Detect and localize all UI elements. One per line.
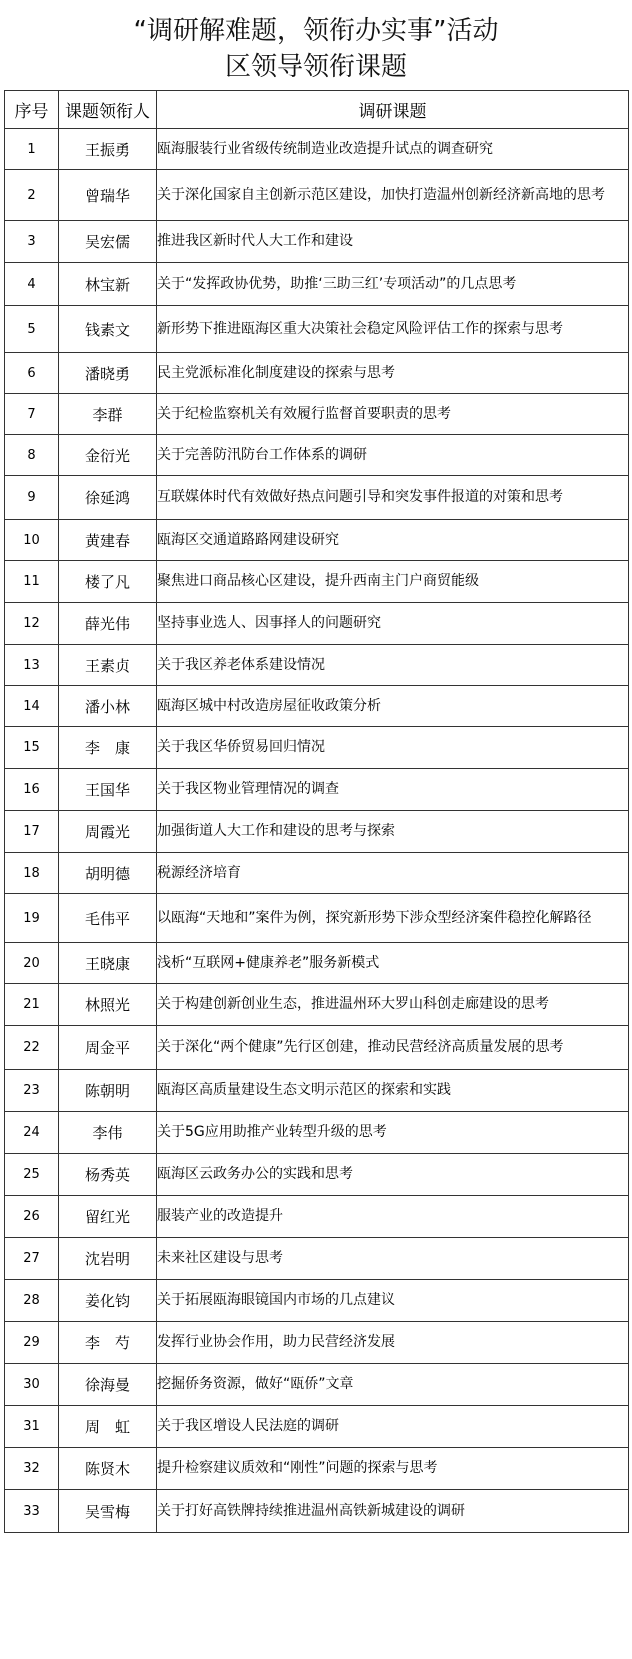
research-topic: 关于纪检监察机关有效履行监督首要职责的思考: [157, 394, 629, 435]
leader-name: 李 康: [59, 727, 157, 769]
research-topic: 服装产业的改造提升: [157, 1196, 629, 1238]
table-row: [5, 1070, 629, 1112]
table-row: [5, 435, 629, 476]
leader-name: 留红光: [59, 1196, 157, 1238]
row-number: 21: [5, 984, 59, 1026]
leader-name: 李伟: [59, 1112, 157, 1154]
research-topic: 瓯海区交通道路路网建设研究: [157, 520, 629, 561]
table-row: [5, 984, 629, 1026]
row-number: 1: [5, 129, 59, 170]
leader-name: 周霞光: [59, 811, 157, 853]
research-topic: 关于“发挥政协优势，助推‘三助三红’专项活动”的几点思考: [157, 263, 629, 306]
row-number: 8: [5, 435, 59, 476]
table-row: [5, 1154, 629, 1196]
leader-name: 李 芍: [59, 1322, 157, 1364]
table-row: [5, 1112, 629, 1154]
research-topic: 关于深化“两个健康”先行区创建，推动民营经济高质量发展的思考: [157, 1026, 629, 1070]
leader-name: 毛伟平: [59, 894, 157, 943]
table-row: [5, 1406, 629, 1448]
page-title: “调研解难题，领衔办实事”活动: [133, 16, 499, 46]
research-topic: 关于我区华侨贸易回归情况: [157, 727, 629, 769]
row-number: 31: [5, 1406, 59, 1448]
table-row: [5, 263, 629, 306]
leader-name: 姜化钧: [59, 1280, 157, 1322]
table-row: [5, 1364, 629, 1406]
research-topic: 坚持事业选人、因事择人的问题研究: [157, 603, 629, 645]
column-header-number: 序号: [5, 91, 59, 129]
research-topic: 挖掘侨务资源，做好“瓯侨”文章: [157, 1364, 629, 1406]
table-row: [5, 476, 629, 520]
leader-name: 钱素文: [59, 306, 157, 353]
research-topic: 未来社区建设与思考: [157, 1238, 629, 1280]
leader-name: 薛光伟: [59, 603, 157, 645]
research-topic: 聚焦进口商品核心区建设，提升西南主门户商贸能级: [157, 561, 629, 603]
row-number: 14: [5, 686, 59, 727]
table-row: [5, 306, 629, 353]
row-number: 29: [5, 1322, 59, 1364]
leader-name: 曾瑞华: [59, 170, 157, 221]
row-number: 20: [5, 943, 59, 984]
research-topic: 关于深化国家自主创新示范区建设，加快打造温州创新经济新高地的思考: [157, 170, 629, 221]
table-row: [5, 170, 629, 221]
leader-name: 李群: [59, 394, 157, 435]
table-row: [5, 129, 629, 170]
leader-name: 林宝新: [59, 263, 157, 306]
leader-name: 沈岩明: [59, 1238, 157, 1280]
leader-name: 王素贞: [59, 645, 157, 686]
row-number: 16: [5, 769, 59, 811]
table-row: [5, 221, 629, 263]
research-topic: 关于拓展瓯海眼镜国内市场的几点建议: [157, 1280, 629, 1322]
table-row: [5, 769, 629, 811]
leader-name: 周 虹: [59, 1406, 157, 1448]
leader-name: 潘小林: [59, 686, 157, 727]
research-topic: 浅析“互联网+健康养老”服务新模式: [157, 943, 629, 984]
row-number: 33: [5, 1490, 59, 1533]
row-number: 15: [5, 727, 59, 769]
table-row: [5, 394, 629, 435]
research-topic: 加强街道人大工作和建设的思考与探索: [157, 811, 629, 853]
table-row: [5, 727, 629, 769]
table-row: [5, 811, 629, 853]
column-header-topic: 调研课题: [157, 91, 629, 129]
table-row: [5, 1238, 629, 1280]
table-row: [5, 1280, 629, 1322]
leader-name: 金衍光: [59, 435, 157, 476]
table-row: [5, 943, 629, 984]
column-header-leader: 课题领衔人: [59, 91, 157, 129]
leader-name: 王振勇: [59, 129, 157, 170]
table-header-row: [5, 91, 629, 129]
research-topic: 瓯海服装行业省级传统制造业改造提升试点的调查研究: [157, 129, 629, 170]
row-number: 13: [5, 645, 59, 686]
research-topic: 瓯海区高质量建设生态文明示范区的探索和实践: [157, 1070, 629, 1112]
row-number: 22: [5, 1026, 59, 1070]
table-row: [5, 1322, 629, 1364]
leader-name: 胡明德: [59, 853, 157, 894]
leader-name: 潘晓勇: [59, 353, 157, 394]
row-number: 25: [5, 1154, 59, 1196]
research-topic: 提升检察建议质效和“刚性”问题的探索与思考: [157, 1448, 629, 1490]
leader-name: 林照光: [59, 984, 157, 1026]
row-number: 18: [5, 853, 59, 894]
research-topic: 新形势下推进瓯海区重大决策社会稳定风险评估工作的探索与思考: [157, 306, 629, 353]
table-row: [5, 1026, 629, 1070]
research-topic: 发挥行业协会作用，助力民营经济发展: [157, 1322, 629, 1364]
row-number: 9: [5, 476, 59, 520]
table-row: [5, 1196, 629, 1238]
row-number: 30: [5, 1364, 59, 1406]
row-number: 5: [5, 306, 59, 353]
research-topic: 推进我区新时代人大工作和建设: [157, 221, 629, 263]
table-row: [5, 853, 629, 894]
research-topic: 关于我区增设人民法庭的调研: [157, 1406, 629, 1448]
topics-table: [4, 90, 629, 1533]
row-number: 27: [5, 1238, 59, 1280]
leader-name: 吴雪梅: [59, 1490, 157, 1533]
row-number: 32: [5, 1448, 59, 1490]
leader-name: 徐海曼: [59, 1364, 157, 1406]
research-topic: 关于完善防汛防台工作体系的调研: [157, 435, 629, 476]
research-topic: 关于打好高铁牌持续推进温州高铁新城建设的调研: [157, 1490, 629, 1533]
table-row: [5, 686, 629, 727]
row-number: 19: [5, 894, 59, 943]
research-topic: 关于构建创新创业生态，推进温州环大罗山科创走廊建设的思考: [157, 984, 629, 1026]
research-topic: 关于我区养老体系建设情况: [157, 645, 629, 686]
table-row: [5, 561, 629, 603]
leader-name: 王晓康: [59, 943, 157, 984]
research-topic: 瓯海区云政务办公的实践和思考: [157, 1154, 629, 1196]
row-number: 11: [5, 561, 59, 603]
row-number: 23: [5, 1070, 59, 1112]
page-subtitle: 区领导领衔课题: [224, 52, 407, 82]
row-number: 6: [5, 353, 59, 394]
leader-name: 杨秀英: [59, 1154, 157, 1196]
research-topic: 民主党派标准化制度建设的探索与思考: [157, 353, 629, 394]
row-number: 17: [5, 811, 59, 853]
table-row: [5, 353, 629, 394]
row-number: 3: [5, 221, 59, 263]
row-number: 26: [5, 1196, 59, 1238]
leader-name: 陈朝明: [59, 1070, 157, 1112]
row-number: 2: [5, 170, 59, 221]
research-topic: 以瓯海“天地和”案件为例，探究新形势下涉众型经济案件稳控化解路径: [157, 894, 629, 943]
row-number: 4: [5, 263, 59, 306]
table-row: [5, 894, 629, 943]
leader-name: 吴宏儒: [59, 221, 157, 263]
leader-name: 楼了凡: [59, 561, 157, 603]
table-row: [5, 603, 629, 645]
leader-name: 周金平: [59, 1026, 157, 1070]
leader-name: 陈贤木: [59, 1448, 157, 1490]
table-row: [5, 1490, 629, 1533]
leader-name: 王国华: [59, 769, 157, 811]
row-number: 10: [5, 520, 59, 561]
research-topic: 瓯海区城中村改造房屋征收政策分析: [157, 686, 629, 727]
research-topic: 关于5G应用助推产业转型升级的思考: [157, 1112, 629, 1154]
research-topic: 关于我区物业管理情况的调查: [157, 769, 629, 811]
row-number: 12: [5, 603, 59, 645]
research-topic: 税源经济培育: [157, 853, 629, 894]
row-number: 28: [5, 1280, 59, 1322]
table-row: [5, 520, 629, 561]
row-number: 7: [5, 394, 59, 435]
table-row: [5, 1448, 629, 1490]
research-topic: 互联媒体时代有效做好热点问题引导和突发事件报道的对策和思考: [157, 476, 629, 520]
table-row: [5, 645, 629, 686]
row-number: 24: [5, 1112, 59, 1154]
leader-name: 黄建春: [59, 520, 157, 561]
leader-name: 徐延鸿: [59, 476, 157, 520]
